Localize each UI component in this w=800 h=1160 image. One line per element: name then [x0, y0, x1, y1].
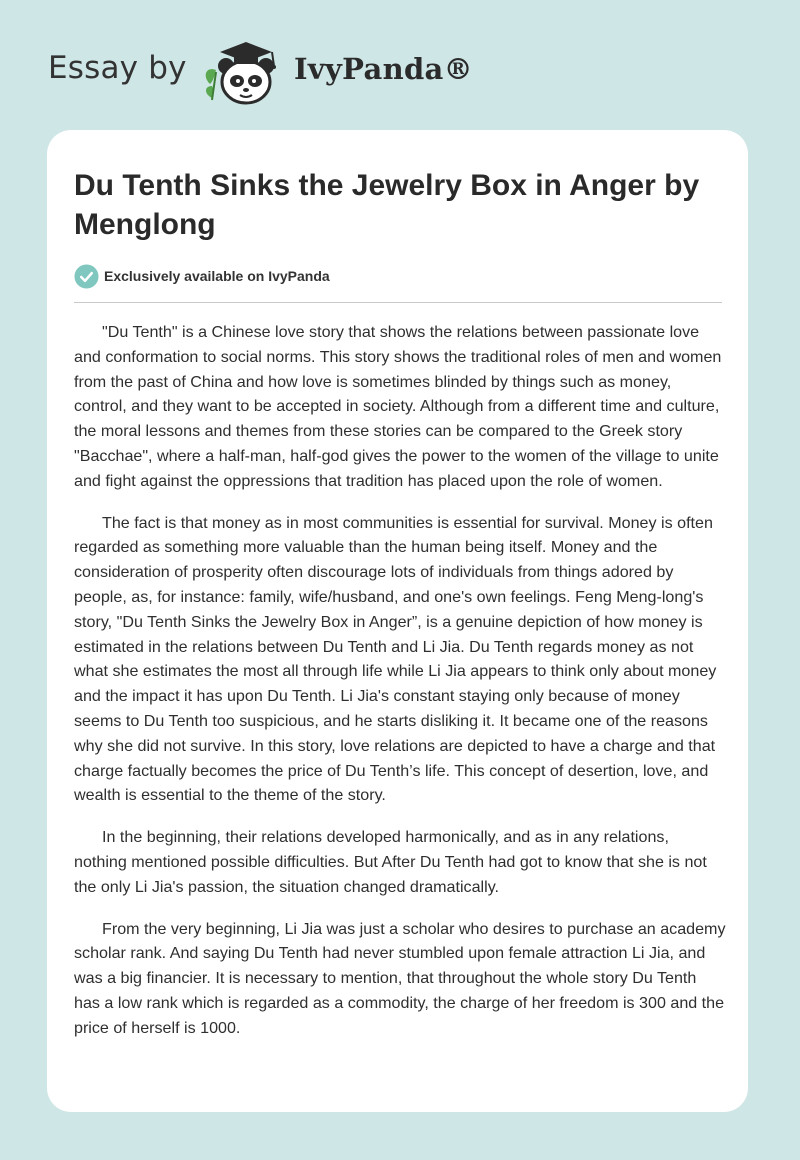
page-title: Du Tenth Sinks the Jewelry Box in Anger by Menglong — [74, 169, 700, 241]
panda-logo-icon[interactable] — [200, 36, 290, 108]
essay-body — [74, 320, 726, 1058]
check-circle-icon — [74, 264, 99, 289]
essay-card — [47, 130, 748, 1112]
essay-by-label: Essay by — [48, 50, 187, 86]
paragraph: From the very beginning, Li Jia was just a scholar who desires to purchase an academy scholar rank. And saying Du Tenth had never stumbled upon female attraction Li Jia, and was a big financier. It is necessary to mention, that throughout the whole story Du Tenth has a low rank which is regarded as a commodity, the charge of her freedom is 300 and the price of herself is 1000. — [74, 919, 726, 1037]
exclusive-label: Exclusively available on IvyPanda — [104, 268, 330, 284]
site-header — [48, 30, 508, 110]
divider — [74, 302, 722, 303]
brand-name[interactable]: IvyPanda® — [294, 52, 473, 86]
paragraph: "Du Tenth" is a Chinese love story that shows the relations between passionate love and conformation to social norms. This story shows the traditional roles of men and women from the past of China and how love is sometimes blinded by things such as money, control, and they want to be accepted in society. Although from a different time and culture, the moral lessons and themes from these stories can be compared to the Greek story "Bacchae", where a half-man, half-god gives the power to the women of the village to unite and fight against the oppressions that tradition has placed upon the role of women. — [74, 323, 722, 490]
paragraph: The fact is that money as in most communities is essential for survival. Money is often regarded as something more valuable than the human being itself. Money and the consideration of prosperity often discourage lots of individuals from things adored by people, as, for instance: family, wife/husband, and one's own feelings. Feng Meng-long's story, "Du Tenth Sinks the Jewelry Box in Anger”, is a genuine depiction of how money is estimated in the relations between Du Tenth and Li Jia. Du Tenth regards money as not what she estimates the most all through life while Li Jia appears to think only about money and the impact it has upon Du Tenth. Li Jia's constant staying only because of money seems to Du Tenth too suspicious, and he starts disliking it. It became one of the reasons why she did not survive. In this story, love relations are depicted to have a charge and that charge factually becomes the price of Du Tenth’s life. This concept of desertion, love, and wealth is essential to the theme of the story. — [74, 513, 717, 805]
exclusive-badge — [74, 263, 330, 289]
paragraph: In the beginning, their relations developed harmonically, and as in any relations, nothing mentioned possible difficulties. But After Du Tenth had got to know that she is not the only Li Jia's passion, the situation changed dramatically. — [74, 828, 707, 896]
